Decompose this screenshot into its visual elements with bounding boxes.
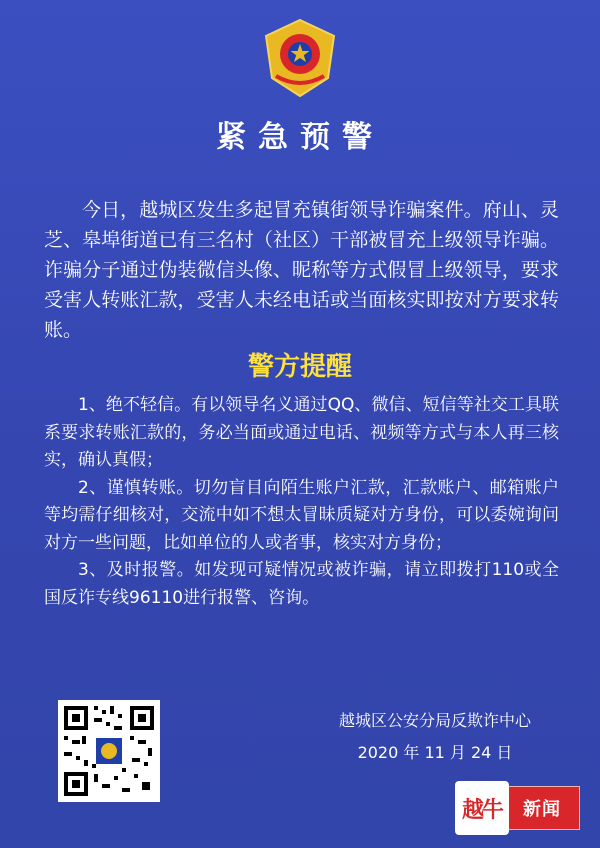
issuer-name: 越城区公安分局反欺诈中心 bbox=[338, 711, 531, 730]
reminder-item: 2、谨慎转账。切勿盲目向陌生账户汇款，汇款账户、邮箱账户等均需仔细核对，交流中如不想太冒昧质疑对方身份，可以委婉询问对方一些问题，比如单位的人或者事，核实对方身份； bbox=[44, 477, 559, 553]
police-emblem-icon bbox=[262, 18, 338, 98]
issue-date: 2020 年 11 月 24 日 bbox=[357, 743, 513, 762]
yueniu-news-logo[interactable] bbox=[456, 786, 580, 830]
police-reminder-heading: 警方提醒 bbox=[247, 352, 352, 382]
logo-text: 新闻 bbox=[523, 799, 561, 820]
reminder-list bbox=[44, 392, 559, 612]
qr-code-icon[interactable] bbox=[58, 700, 160, 802]
issuer-block bbox=[310, 705, 560, 769]
reminder-item: 1、绝不轻信。有以领导名义通过QQ、微信、短信等社交工具联系要求转账汇款的，务必当面或通过电话、视频等方式与本人再三核实，确认真假； bbox=[44, 395, 559, 470]
reminder-item: 3、及时报警。如发现可疑情况或被诈骗，请立即拨打110或全国反诈专线96110进行报警、咨询。 bbox=[44, 560, 559, 608]
logo-mark: 越牛 bbox=[455, 781, 509, 835]
notice-title: 紧急预警 bbox=[216, 120, 384, 155]
intro-paragraph: 今日，越城区发生多起冒充镇街领导诈骗案件。府山、灵芝、皋埠街道已有三名村（社区）干部被冒充上级领导诈骗。诈骗分子通过伪装微信头像、昵称等方式假冒上级领导，要求受害人转账汇款，受害人未经电话或当面核实即按对方要求转账。 bbox=[44, 199, 559, 341]
